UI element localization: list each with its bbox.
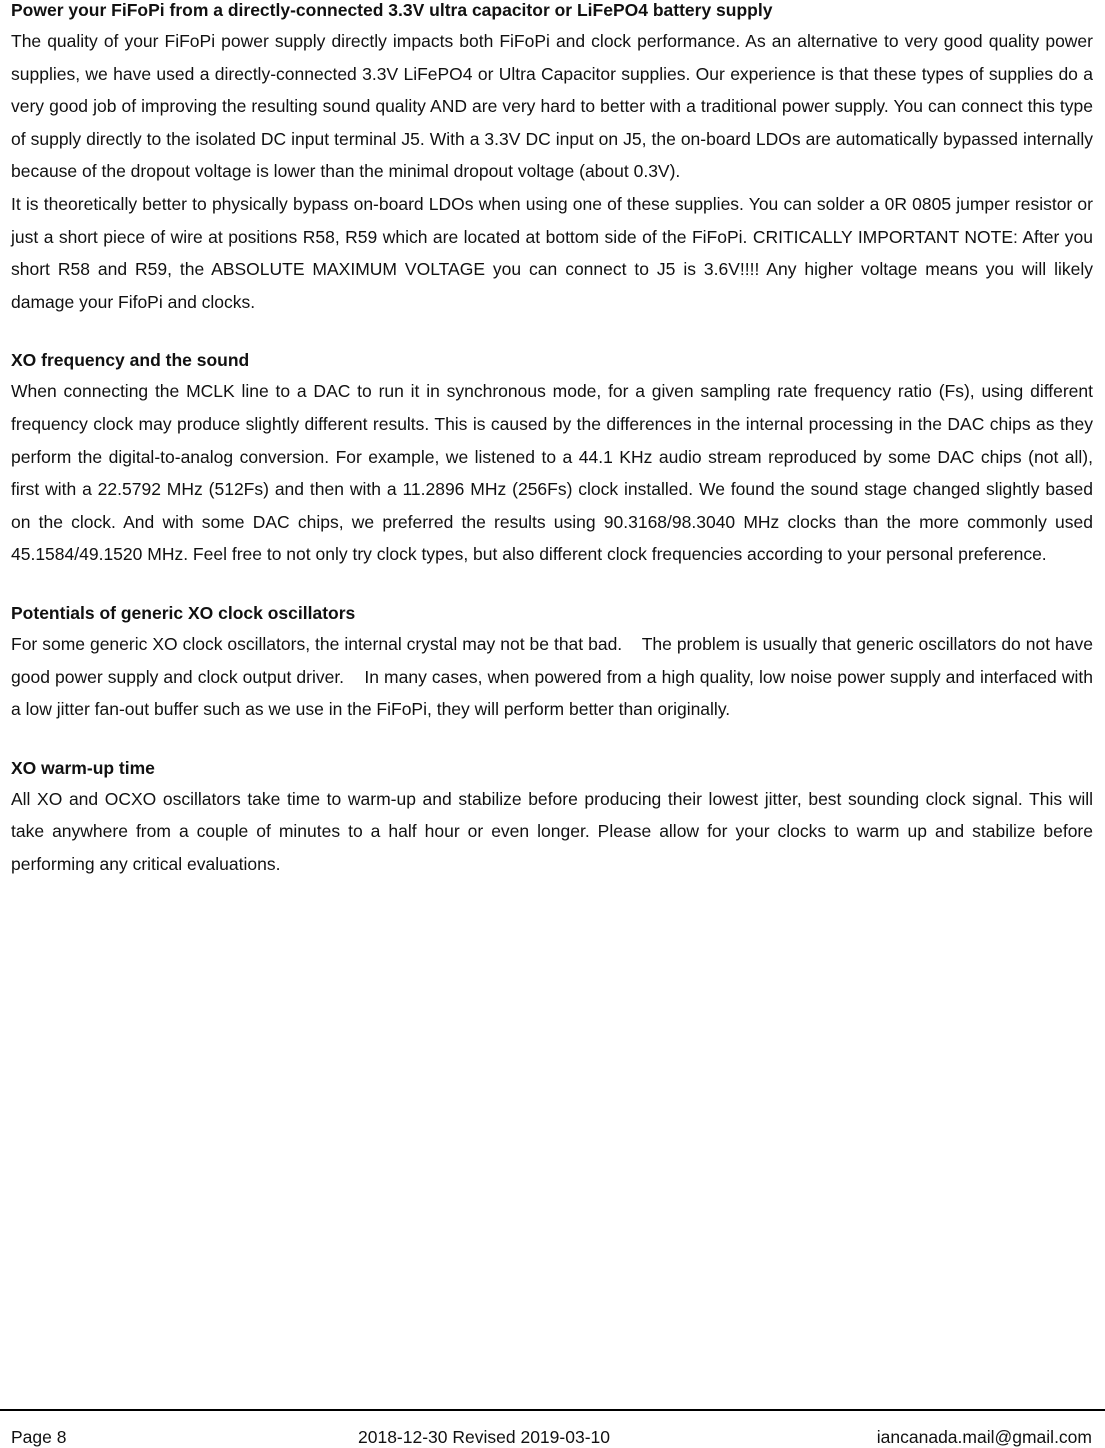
contact-email: iancanada.mail@gmail.com xyxy=(876,1427,1092,1447)
paragraph: It is theoretically better to physically bypass on-board LDOs when using one of these supplies. You can solder a 0R 0805 jumper resistor or just a short piece of wire at positions R58, R59 which are located at bottom side of the FiFoPi. CRITICALLY IMPORTANT NOTE: After you short R58 and R59, the ABSOLUTE MAXIMUM VOLTAGE you can connect to J5 is 3.6V!!!! Any higher voltage means you will likely damage your FifoPi and clocks. xyxy=(11,193,1093,312)
document-body xyxy=(11,0,1093,880)
page-number: Page 8 xyxy=(11,1427,67,1447)
paragraph: For some generic XO clock oscillators, the internal crystal may not be that bad. The problem is usually that generic oscillators do not have good power supply and clock output driver. In many cases, when powered from a high quality, low noise power supply and interfaced with a low jitter fan-out buffer such as we use in the FiFoPi, they will perform better than originally. xyxy=(11,633,1093,720)
paragraph: When connecting the MCLK line to a DAC to run it in synchronous mode, for a given sampling rate frequency ratio (Fs), using different frequency clock may produce slightly different results. This is caused by the differences in the internal processing in the DAC chips as they perform the digital-to-analog conversion. For example, we listened to a 44.1 KHz audio stream reproduced by some DAC chips (not all), first with a 22.5792 MHz (512Fs) and then with a 11.2896 MHz (256Fs) clock installed. We found the sound stage changed slightly based on the clock. And with some DAC chips, we preferred the results using 90.3168/98.3040 MHz clocks than the more commonly used 45.1584/49.1520 MHz. Feel free to not only try clock types, but also different clock frequencies according to your personal preference. xyxy=(11,381,1093,565)
page-footer xyxy=(11,1426,1092,1448)
section-heading: XO frequency and the sound xyxy=(11,350,250,371)
section-xo-warmup xyxy=(11,758,1093,881)
section-heading: Power your FiFoPi from a directly-connected 3.3V ultra capacitor or LiFePO4 battery supply xyxy=(11,0,773,20)
section-generic-xo xyxy=(11,603,1093,726)
revision-date: 2018-12-30 Revised 2019-03-10 xyxy=(358,1427,610,1447)
section-xo-frequency xyxy=(11,350,1093,571)
paragraph: All XO and OCXO oscillators take time to warm-up and stabilize before producing their lowest jitter, best sounding clock signal. This will take anywhere from a couple of minutes to a half hour or even longer. Please allow for your clocks to warm up and stabilize before performing any critical evaluations. xyxy=(11,788,1093,874)
section-heading: Potentials of generic XO clock oscillators xyxy=(11,602,356,623)
section-heading: XO warm-up time xyxy=(11,757,155,778)
section-power-supply xyxy=(11,0,1093,318)
footer-divider xyxy=(0,1409,1105,1411)
paragraph: The quality of your FiFoPi power supply directly impacts both FiFoPi and clock performance. As an alternative to very good quality power supplies, we have used a directly-connected 3.3V LiFePO4 or Ultra Capacitor supplies. Our experience is that these types of supplies do a very good job of improving the resulting sound quality AND are very hard to better with a traditional power supply. You can connect this type of supply directly to the isolated DC input terminal J5. With a 3.3V DC input on J5, the on-board LDOs are automatically bypassed internally because of the dropout voltage is lower than the minimal dropout voltage (about 0.3V). xyxy=(11,31,1093,182)
